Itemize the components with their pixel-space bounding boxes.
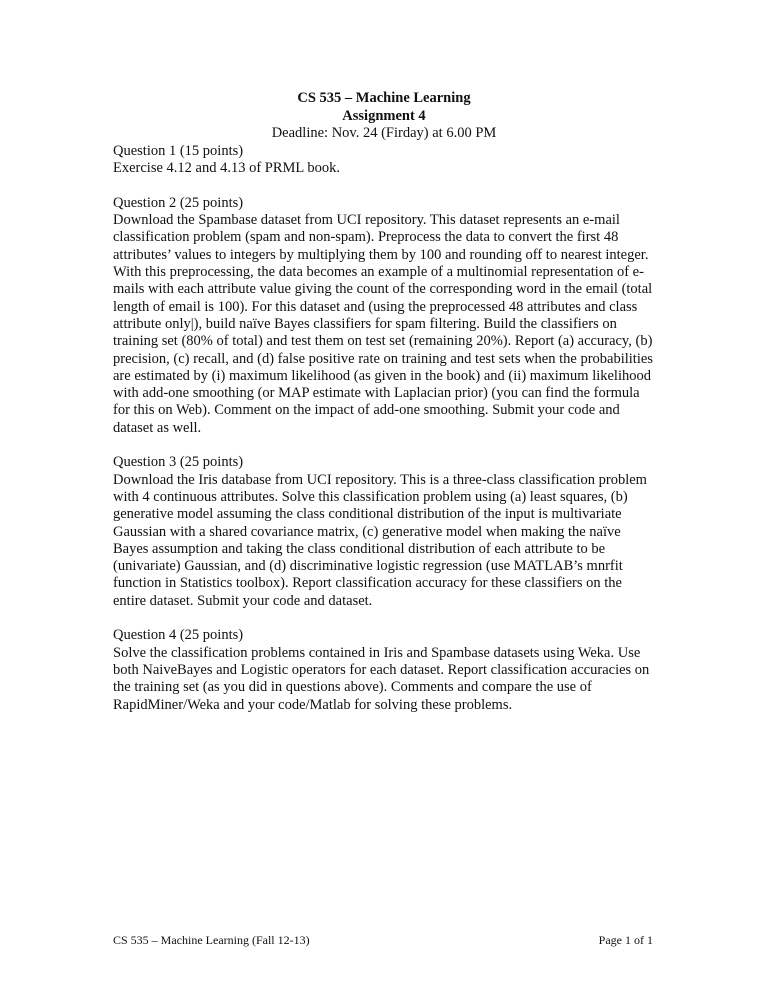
question-2 bbox=[113, 195, 653, 437]
question-text: Download the Iris database from UCI repository. This is a three-class classification problem with 4 continuous attributes. Solve this classification problem using (a) least squares, (b) generative model assuming the class conditional distribution of the input is multivariate Gaussian with a shared covariance matrix, (c) generative model when making the naïve Bayes assumption and taking the class conditional distribution of each attribute to be (univariate) Gaussian, and (d) discriminative logistic regression (use MATLAB’s mnrfit function in Statistics toolbox). Report classification accuracy for these classifiers on the entire dataset. Submit your code and dataset. bbox=[113, 471, 647, 609]
page-number: Page 1 of 1 bbox=[598, 933, 653, 947]
course-title: CS 535 – Machine Learning bbox=[297, 90, 471, 106]
question-text: Solve the classification problems contained in Iris and Spambase datasets using Weka. Use both NaiveBayes and Logistic operators for each dataset. Report classification accuracies on the training set (as you did in questions above). Comments and compare the use of RapidMiner/Weka and your code/Matlab for solving these problems. bbox=[113, 644, 650, 713]
question-1 bbox=[113, 143, 653, 178]
question-title: Question 3 (25 points) bbox=[113, 454, 244, 471]
footer-course: CS 535 – Machine Learning (Fall 12-13) bbox=[113, 933, 310, 947]
deadline-line: Deadline: Nov. 24 (Firday) at 6.00 PM bbox=[271, 125, 497, 141]
document-body bbox=[113, 143, 653, 731]
document-header bbox=[0, 90, 768, 143]
assignment-title: Assignment 4 bbox=[342, 107, 426, 124]
question-text: Download the Spambase dataset from UCI repository. This dataset represents an e-mail classification problem (spam and non-spam). Preprocess the data to convert the first 48 attributes’ values to integers by multiplying them by 100 and rounding off to nearest integer. With this preprocessing, the data becomes an example of a multinomial representation of e-mails with each attribute value giving the count of the corresponding word in the email (total length of email is 100). For this dataset and (using the preprocessed 48 attributes and class attribute only|), build naïve Bayes classifiers for spam filtering. Build the classifiers on training set (80% of total) and test them on test set (remaining 20%). Report (a) accuracy, (b) precision, (c) recall, and (d) false positive rate on training and test sets when the probabilities are estimated by (i) maximum likelihood (as given in the book) and (ii) maximum likelihood with add-one smoothing (or MAP estimate with Laplacian prior) (you can find the formula for this on Web). Comment on the impact of add-one smoothing. Submit your code and dataset as well. bbox=[113, 212, 653, 436]
question-4 bbox=[113, 627, 653, 713]
question-title: Question 1 (15 points) bbox=[113, 143, 244, 159]
question-title: Question 4 (25 points) bbox=[113, 627, 244, 644]
question-3 bbox=[113, 454, 653, 610]
question-title: Question 2 (25 points) bbox=[113, 194, 244, 211]
question-text: Exercise 4.12 and 4.13 of PRML book. bbox=[113, 160, 341, 177]
